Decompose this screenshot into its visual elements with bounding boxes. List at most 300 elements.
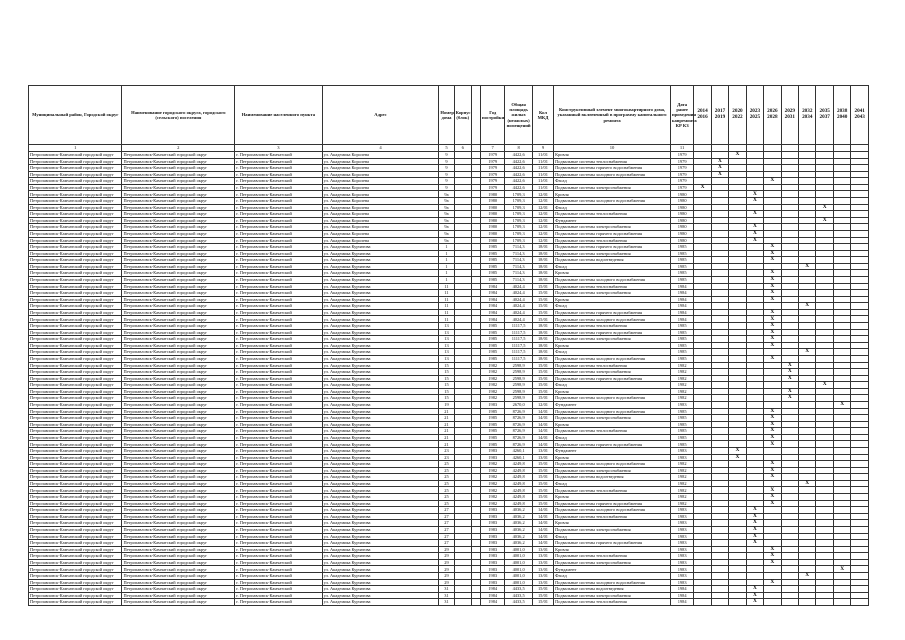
address-cell: ул. Академика Курчатова: [322, 461, 439, 468]
house-number-cell: 11: [439, 290, 454, 297]
building-cell: [454, 283, 471, 290]
period-cell: [781, 276, 798, 283]
period-cell: [764, 448, 781, 455]
address-cell: ул. Академика Курчатова: [322, 553, 439, 560]
municipality-cell: Петропавловск-Камчатский городской округ: [29, 276, 122, 283]
year-cell: 1982: [481, 382, 505, 389]
column-number: 6: [454, 145, 471, 152]
settlement-cell: Петропавловск-Камчатский городской округ: [122, 184, 235, 191]
count-cell: 14/01: [532, 520, 553, 527]
period-cell: [816, 309, 833, 316]
work-cell: Подвальные системы горячего водоснабжения: [554, 309, 671, 316]
period-cell: [799, 480, 816, 487]
table-row: [29, 487, 869, 494]
municipality-cell: Петропавловск-Камчатский городской округ: [29, 217, 122, 224]
period-cell: [764, 474, 781, 481]
locality-cell: г. Петропавловск-Камчатский: [235, 152, 322, 159]
building-cell: [454, 546, 471, 553]
period-cell: [799, 362, 816, 369]
period-cell: [816, 165, 833, 172]
building-cell: [454, 362, 471, 369]
building-cell: [454, 507, 471, 514]
building-cell: [454, 448, 471, 455]
period-cell: [729, 276, 746, 283]
period-cell: [816, 513, 833, 520]
period-cell: [851, 586, 869, 593]
period-cell: [851, 566, 869, 573]
address-cell: ул. Академика Королева: [322, 211, 439, 218]
period-cell: [851, 579, 869, 586]
period-cell: [833, 191, 850, 198]
house-number-cell: 31: [439, 599, 454, 606]
table-row: [29, 244, 869, 251]
period-cell: [694, 573, 711, 580]
period-cell: [816, 257, 833, 264]
header-period-5: 2026 2028: [764, 86, 781, 145]
locality-cell: г. Петропавловск-Камчатский: [235, 316, 322, 323]
period-cell: [711, 513, 728, 520]
period-mark: X: [735, 447, 740, 454]
period-mark: X: [770, 440, 775, 447]
period-cell: [781, 408, 798, 415]
area-cell: 8726,9: [505, 415, 532, 422]
period-cell: [729, 369, 746, 376]
building-cell: [454, 250, 471, 257]
house-number-cell: 9а: [439, 211, 454, 218]
period-cell: [746, 276, 763, 283]
date-cell: 1983: [670, 533, 693, 540]
period-cell: [711, 573, 728, 580]
locality-cell: г. Петропавловск-Камчатский: [235, 158, 322, 165]
date-cell: 1983: [670, 454, 693, 461]
period-cell: [799, 323, 816, 330]
period-cell: [816, 540, 833, 547]
period-cell: [729, 388, 746, 395]
period-cell: [833, 474, 850, 481]
area-cell: 7114,3: [505, 244, 532, 251]
period-cell: [781, 309, 798, 316]
table-row: [29, 520, 869, 527]
table-row: [29, 296, 869, 303]
period-cell: [799, 336, 816, 343]
period-cell: [816, 448, 833, 455]
period-cell: [729, 599, 746, 606]
area-cell: 4249,8: [505, 467, 532, 474]
header-building: Корпус (блок): [454, 86, 471, 145]
period-cell: [711, 184, 728, 191]
settlement-cell: Петропавловск-Камчатский городской округ: [122, 559, 235, 566]
municipality-cell: Петропавловск-Камчатский городской округ: [29, 559, 122, 566]
settlement-cell: Петропавловск-Камчатский городской округ: [122, 408, 235, 415]
period-cell: [799, 546, 816, 553]
header-house: Номер дома: [439, 86, 454, 145]
period-cell: [833, 586, 850, 593]
address-cell: ул. Академика Курчатова: [322, 270, 439, 277]
municipality-cell: Петропавловск-Камчатский городской округ: [29, 250, 122, 257]
work-cell: Фасад: [554, 303, 671, 310]
period-cell: [746, 257, 763, 264]
period-cell: [746, 244, 763, 251]
building-cell: [454, 191, 471, 198]
period-cell: [816, 408, 833, 415]
period-cell: [746, 540, 763, 547]
period-cell: [694, 546, 711, 553]
year-cell: 1984: [481, 592, 505, 599]
area-cell: 7114,3: [505, 250, 532, 257]
period-cell: [799, 191, 816, 198]
year-cell: 1985: [481, 263, 505, 270]
work-cell: Подвальные системы холодного водоснабжения: [554, 408, 671, 415]
letter-cell: [471, 461, 480, 468]
year-cell: 1982: [481, 369, 505, 376]
area-cell: 4422,6: [505, 165, 532, 172]
date-cell: 1983: [670, 401, 693, 408]
address-cell: ул. Академика Курчатова: [322, 520, 439, 527]
building-cell: [454, 461, 471, 468]
work-cell: Фасад: [554, 573, 671, 580]
letter-cell: [471, 415, 480, 422]
date-cell: 1979: [670, 152, 693, 159]
building-cell: [454, 237, 471, 244]
period-mark: X: [752, 190, 757, 197]
period-cell: [851, 540, 869, 547]
period-cell: [746, 237, 763, 244]
period-cell: [781, 526, 798, 533]
period-cell: [851, 165, 869, 172]
period-cell: [781, 217, 798, 224]
house-number-cell: 11: [439, 309, 454, 316]
count-cell: 13/01: [532, 566, 553, 573]
period-cell: [781, 329, 798, 336]
area-cell: 4249,8: [505, 461, 532, 468]
building-cell: [454, 467, 471, 474]
municipality-cell: Петропавловск-Камчатский городской округ: [29, 507, 122, 514]
area-cell: 1709,3: [505, 224, 532, 231]
period-cell: [851, 520, 869, 527]
period-cell: [729, 573, 746, 580]
address-cell: ул. Академика Курчатова: [322, 526, 439, 533]
work-cell: Фундамент: [554, 448, 671, 455]
period-cell: [729, 592, 746, 599]
locality-cell: г. Петропавловск-Камчатский: [235, 395, 322, 402]
period-cell: [851, 375, 869, 382]
date-cell: 1984: [670, 316, 693, 323]
period-cell: [816, 349, 833, 356]
settlement-cell: Петропавловск-Камчатский городской округ: [122, 395, 235, 402]
period-cell: [816, 520, 833, 527]
date-cell: 1982: [670, 388, 693, 395]
count-cell: 18/01: [532, 355, 553, 362]
work-cell: Подвальные системы водоотведения: [554, 257, 671, 264]
house-number-cell: 29: [439, 566, 454, 573]
letter-cell: [471, 507, 480, 514]
period-cell: [694, 388, 711, 395]
period-cell: [711, 480, 728, 487]
house-number-cell: 9а: [439, 204, 454, 211]
period-cell: [711, 500, 728, 507]
building-cell: [454, 415, 471, 422]
period-mark: X: [770, 269, 775, 276]
period-cell: [851, 217, 869, 224]
period-cell: [694, 579, 711, 586]
locality-cell: г. Петропавловск-Камчатский: [235, 520, 322, 527]
count-cell: 11/01: [532, 178, 553, 185]
period-cell: [816, 599, 833, 606]
period-cell: [799, 494, 816, 501]
table-row: [29, 526, 869, 533]
period-cell: [799, 369, 816, 376]
house-number-cell: 25: [439, 474, 454, 481]
period-cell: [746, 158, 763, 165]
period-cell: [833, 244, 850, 251]
period-cell: [729, 296, 746, 303]
period-cell: [781, 224, 798, 231]
period-cell: [833, 494, 850, 501]
area-cell: 8726,9: [505, 408, 532, 415]
period-cell: [816, 441, 833, 448]
settlement-cell: Петропавловск-Камчатский городской округ: [122, 454, 235, 461]
table-row: [29, 474, 869, 481]
date-cell: 1984: [670, 309, 693, 316]
table-row: [29, 204, 869, 211]
year-cell: 1985: [481, 415, 505, 422]
municipality-cell: Петропавловск-Камчатский городской округ: [29, 191, 122, 198]
period-cell: [799, 355, 816, 362]
letter-cell: [471, 467, 480, 474]
municipality-cell: Петропавловск-Камчатский городской округ: [29, 454, 122, 461]
period-cell: [799, 520, 816, 527]
period-cell: [694, 283, 711, 290]
municipality-cell: Петропавловск-Камчатский городской округ: [29, 540, 122, 547]
area-cell: 1709,3: [505, 191, 532, 198]
period-cell: [729, 198, 746, 205]
date-cell: 1985: [670, 434, 693, 441]
year-cell: 1985: [481, 355, 505, 362]
period-cell: [816, 336, 833, 343]
settlement-cell: Петропавловск-Камчатский городской округ: [122, 309, 235, 316]
period-mark: X: [787, 374, 792, 381]
period-cell: [851, 546, 869, 553]
date-cell: 1982: [670, 461, 693, 468]
period-cell: [781, 230, 798, 237]
work-cell: Кровля: [554, 191, 671, 198]
period-cell: [851, 158, 869, 165]
settlement-cell: Петропавловск-Камчатский городской округ: [122, 263, 235, 270]
period-cell: [833, 382, 850, 389]
period-cell: [764, 355, 781, 362]
period-cell: [711, 244, 728, 251]
locality-cell: г. Петропавловск-Камчатский: [235, 224, 322, 231]
period-cell: [781, 237, 798, 244]
municipality-cell: Петропавловск-Камчатский городской округ: [29, 178, 122, 185]
period-cell: [711, 211, 728, 218]
period-cell: [729, 566, 746, 573]
letter-cell: [471, 316, 480, 323]
period-cell: [833, 546, 850, 553]
period-cell: [694, 487, 711, 494]
period-cell: [799, 270, 816, 277]
locality-cell: г. Петропавловск-Камчатский: [235, 448, 322, 455]
period-cell: [816, 152, 833, 159]
year-cell: 1985: [481, 244, 505, 251]
period-cell: [764, 211, 781, 218]
area-cell: 4001,0: [505, 566, 532, 573]
period-cell: [729, 323, 746, 330]
period-cell: [711, 494, 728, 501]
area-cell: 8726,9: [505, 421, 532, 428]
table-row: [29, 448, 869, 455]
period-cell: [816, 329, 833, 336]
date-cell: 1984: [670, 599, 693, 606]
period-cell: [833, 283, 850, 290]
period-cell: [746, 171, 763, 178]
period-cell: [694, 323, 711, 330]
period-cell: [781, 211, 798, 218]
letter-cell: [471, 448, 480, 455]
area-cell: 4001,0: [505, 553, 532, 560]
work-cell: Кровля: [554, 494, 671, 501]
table-row: [29, 461, 869, 468]
period-cell: [833, 178, 850, 185]
settlement-cell: Петропавловск-Камчатский городской округ: [122, 520, 235, 527]
work-cell: Подвальные системы горячего водоснабжения: [554, 441, 671, 448]
period-cell: [799, 526, 816, 533]
municipality-cell: Петропавловск-Камчатский городской округ: [29, 323, 122, 330]
period-cell: [694, 480, 711, 487]
period-cell: [694, 158, 711, 165]
period-cell: [694, 217, 711, 224]
house-number-cell: 27: [439, 520, 454, 527]
period-cell: [851, 382, 869, 389]
period-cell: [851, 559, 869, 566]
building-cell: [454, 369, 471, 376]
settlement-cell: Петропавловск-Камчатский городской округ: [122, 579, 235, 586]
period-cell: [764, 217, 781, 224]
building-cell: [454, 290, 471, 297]
period-cell: [711, 336, 728, 343]
period-cell: [711, 224, 728, 231]
header-work: Конструктивный элемент многоквартирного дома, указанный включенный в программу капитального ремонта: [554, 86, 671, 145]
count-cell: 15/01: [532, 316, 553, 323]
period-cell: [694, 349, 711, 356]
header-period-9: 2038 2040: [833, 86, 850, 145]
locality-cell: г. Петропавловск-Камчатский: [235, 323, 322, 330]
house-number-cell: 19: [439, 401, 454, 408]
settlement-cell: Петропавловск-Камчатский городской округ: [122, 461, 235, 468]
work-cell: Подвальные системы горячего водоснабжения: [554, 375, 671, 382]
date-cell: 1985: [670, 244, 693, 251]
municipality-cell: Петропавловск-Камчатский городской округ: [29, 283, 122, 290]
period-cell: [711, 198, 728, 205]
period-mark: X: [770, 355, 775, 361]
area-cell: 4036,2: [505, 507, 532, 514]
year-cell: 1983: [481, 526, 505, 533]
locality-cell: г. Петропавловск-Камчатский: [235, 230, 322, 237]
period-cell: [851, 329, 869, 336]
period-cell: [746, 415, 763, 422]
period-cell: [851, 230, 869, 237]
settlement-cell: Петропавловск-Камчатский городской округ: [122, 171, 235, 178]
locality-cell: г. Петропавловск-Камчатский: [235, 461, 322, 468]
date-cell: 1985: [670, 263, 693, 270]
period-cell: [694, 474, 711, 481]
period-cell: [833, 362, 850, 369]
letter-cell: [471, 526, 480, 533]
municipality-cell: Петропавловск-Камчатский городской округ: [29, 355, 122, 362]
building-cell: [454, 198, 471, 205]
period-cell: [851, 507, 869, 514]
settlement-cell: Петропавловск-Камчатский городской округ: [122, 388, 235, 395]
period-cell: [694, 224, 711, 231]
period-cell: [799, 513, 816, 520]
period-cell: [694, 553, 711, 560]
period-cell: [694, 415, 711, 422]
period-cell: [781, 152, 798, 159]
period-cell: [746, 474, 763, 481]
year-cell: 1985: [481, 323, 505, 330]
work-cell: Фасад: [554, 349, 671, 356]
period-cell: [694, 250, 711, 257]
period-cell: [833, 204, 850, 211]
period-cell: [851, 250, 869, 257]
letter-cell: [471, 566, 480, 573]
period-cell: [816, 382, 833, 389]
date-cell: 1984: [670, 290, 693, 297]
period-cell: [746, 494, 763, 501]
settlement-cell: Петропавловск-Камчатский городской округ: [122, 480, 235, 487]
house-number-cell: 31: [439, 592, 454, 599]
period-cell: [816, 395, 833, 402]
period-cell: [781, 165, 798, 172]
period-cell: [816, 573, 833, 580]
settlement-cell: Петропавловск-Камчатский городской округ: [122, 211, 235, 218]
year-cell: 1983: [481, 566, 505, 573]
address-cell: ул. Академика Королева: [322, 152, 439, 159]
period-mark: X: [752, 512, 757, 519]
column-number: 8: [505, 145, 532, 152]
period-cell: [694, 513, 711, 520]
building-cell: [454, 520, 471, 527]
period-mark: X: [718, 164, 722, 171]
table-row: [29, 152, 869, 159]
address-cell: ул. Академика Королева: [322, 165, 439, 172]
period-cell: [694, 375, 711, 382]
date-cell: 1983: [670, 526, 693, 533]
settlement-cell: Петропавловск-Камчатский городской округ: [122, 329, 235, 336]
locality-cell: г. Петропавловск-Камчатский: [235, 434, 322, 441]
address-cell: ул. Академика Курчатова: [322, 250, 439, 257]
period-mark: X: [752, 539, 757, 546]
count-cell: 18/01: [532, 257, 553, 264]
building-cell: [454, 375, 471, 382]
period-cell: [781, 250, 798, 257]
period-cell: [729, 507, 746, 514]
municipality-cell: Петропавловск-Камчатский городской округ: [29, 520, 122, 527]
year-cell: 1982: [481, 494, 505, 501]
house-number-cell: 29: [439, 579, 454, 586]
area-cell: 2598,9: [505, 369, 532, 376]
date-cell: 1979: [670, 165, 693, 172]
count-cell: 14/01: [532, 533, 553, 540]
period-cell: [816, 362, 833, 369]
period-mark: X: [770, 276, 775, 283]
date-cell: 1980: [670, 224, 693, 231]
municipality-cell: Петропавловск-Камчатский городской округ: [29, 375, 122, 382]
date-cell: 1984: [670, 303, 693, 310]
count-cell: 13/01: [532, 454, 553, 461]
period-cell: [694, 244, 711, 251]
year-cell: 1982: [481, 362, 505, 369]
